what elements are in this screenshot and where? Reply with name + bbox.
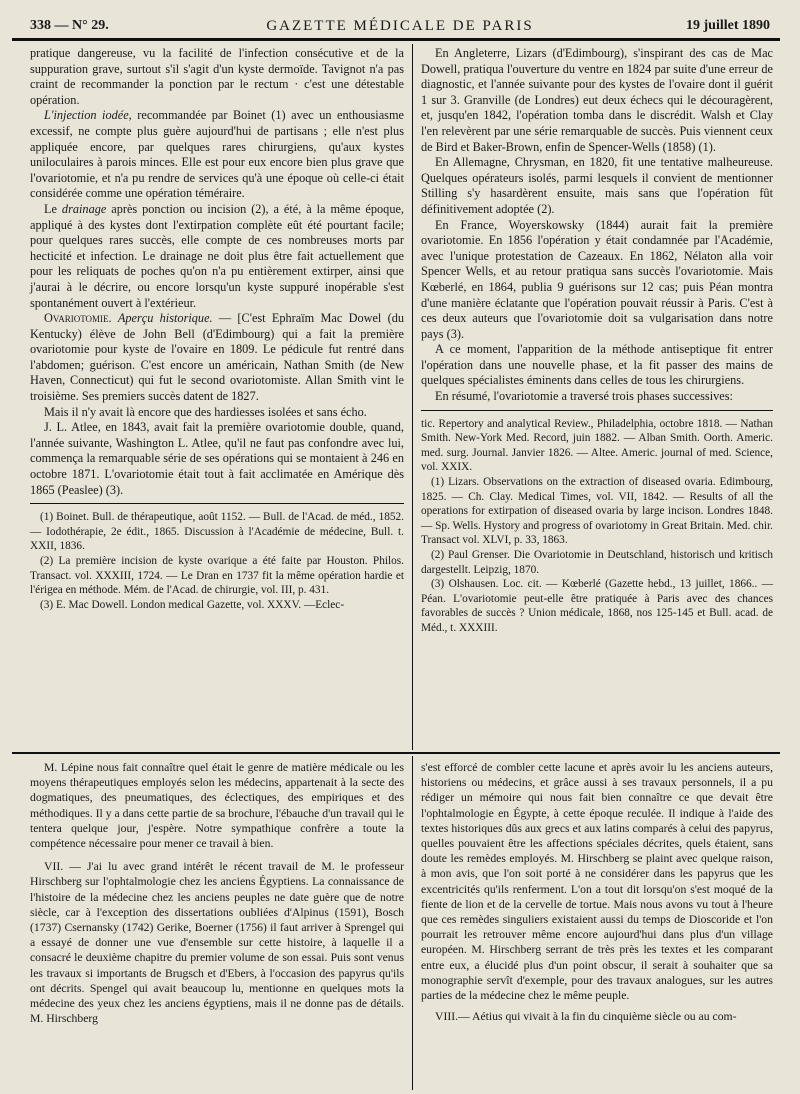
paragraph: pratique dangereuse, vu la facilité de l'infection consécutive et de la suppuration grave, surtout s'il s'agit d'un kyste dermoïde. Tavignot n'a pas craint de recommander la ponction par le rectum · c'est une détestable opération. bbox=[30, 46, 404, 107]
page-header bbox=[30, 12, 770, 40]
paragraph: Le drainage après ponction ou incision (2), a été, à la même époque, appliqué à des kystes dont l'extirpation complète eût été pourtant facile; pour quelques rares succès, elle compte de ces nombreuses morts par hecticité et infection. Le drainage ne doit plus être fait actuellement que pour les reliquats de poches qu'on n'a pu entièrement extirper, ainsi que j'aurai à le décrire, ou encore lorsqu'un kyste suppuré inopérable s'est spontanément ouvert à l'extérieur. bbox=[30, 201, 405, 310]
column-rule bbox=[412, 756, 413, 1090]
footnote: (1) Boinet. Bull. de thérapeutique, août 1152. — Bull. de l'Acad. de méd., 1852. — Iodothérapie, 2e édit., 1865. Discussion à l'Académie de médecine, Bull. t. XXII, 1836. bbox=[30, 511, 404, 553]
footnote: (3) Olshausen. Loc. cit. — Kœberlé (Gazette hebd., 13 juillet, 1866.. — Péan. L'ovariotomie peut-elle être pratiquée à Paris avec des chances favorables de succès ? Union médicale, 1868, nos 125-145 et Bull. acad. de Méd., t. XXXIII. bbox=[421, 578, 773, 634]
footnotes bbox=[421, 417, 773, 636]
paragraph: VIII.— Aétius qui vivait à la fin du cinquième siècle ou au com- bbox=[435, 1010, 737, 1024]
paragraph: Mais il n'y avait là encore que des hardiesses isolées et sans écho. bbox=[44, 404, 367, 419]
paragraph: En France, Woyerskowsky (1844) aurait fait la première ovariotomie. En 1856 l'opération y était condamnée par l'Académie, avec l'unique protestation de Cazeaux. En 1862, Nélaton alla voir Spencer Wells, et au retour pratiqua sans succès l'ovariotomie. Mais Kœberlé, en 1864, publia 9 guérisons sur 12 cas; puis Péan montra d'une manière éclatante que l'opération pouvait réussir à Paris. C'est à ces deux auteurs que l'ovariotomie doit sa vulgarisation dans notre pays (3). bbox=[421, 217, 773, 341]
paragraph: En Angleterre, Lizars (d'Edimbourg), s'inspirant des cas de Mac Dowell, pratiqua l'ouverture du ventre en 1824 par suite d'une erreur de diagnostic, et l'année suivante pour des kystes de l'ovaire dont il guérit 1 sur 3. Granville (de Londres) eut deux échecs qui le découragèrent, et, jusqu'en 1842, l'opération tomba dans le discrédit. Walsh et Clay l'en relevèrent par une série remarquable de succès. Puis viennent ceux de Bird et Baker-Brown, enfin de Spencer-Wells (1858) (1). bbox=[421, 46, 773, 154]
page-number: 338 — N° 29. bbox=[30, 18, 109, 33]
bottom-right-column bbox=[421, 760, 773, 1024]
bottom-left-column bbox=[30, 760, 404, 1026]
journal-title: GAZETTE MÉDICALE DE PARIS bbox=[266, 18, 534, 34]
paragraph: L'injection iodée, recommandée par Boinet (1) avec un enthousiasme excessif, ne compte plus guère aujourd'hui de partisans ; elle n'est plus appliquée encore, par quelques rares chirurgiens, qu'aux kystes uniloculaires à parois minces. Elle est pour eux encore bien plus grave que l'ovariotomie, et n'a pu rendre de services qu'à une époque où celle-ci était considérée comme une opération téméraire. bbox=[30, 108, 404, 201]
inline-heading: L'injection iodée, bbox=[44, 108, 132, 123]
paragraph: En résumé, l'ovariotomie a traversé trois phases successives: bbox=[435, 389, 733, 404]
header-rule bbox=[12, 38, 780, 41]
paragraph: M. Lépine nous fait connaître quel était le genre de matière médicale ou les moyens thérapeutiques employés selon les médecins, appartenait à la secte des dogmatiques, des pneumatiques, des éclectiques, des empiriques et des méthodiques. Il y a dans cette partie de sa brochure, l'ébauche d'un travail qui le tentera quelque jour, j'espère. Notre sympathique confrère a toute la compétence nécessaire pour mener ce travail à bien. bbox=[30, 761, 404, 851]
footnote: (2) Paul Grenser. Die Ovariotomie in Deutschland, historisch und kritisch dargestellt. Leipzig, 1870. bbox=[421, 549, 773, 576]
inline-heading: drainage bbox=[61, 201, 107, 216]
paragraph: A ce moment, l'apparition de la méthode antiseptique fit entrer l'opération dans une nouvelle phase, et la fit passer des mains de quelques spécialistes éminents dans celles de tous les chirurgiens. bbox=[421, 342, 773, 388]
paragraph: Ovariotomie. Aperçu historique. — [C'est Ephraïm Mac Dowel (du Kentucky) élève de John Bell (d'Edimbourg) qui a fait la première ovariotomie pour kyste de l'ovaire en 1809. Le pédicule fut rentré dans l'abdomen; guérison. C'est encore un américain, Nathan Smith (de New Haven, Connecticut) qui fut le second ovariotomiste. Allan Smith vint le troisième. Ses premiers succès datent de 1827. bbox=[30, 311, 405, 404]
section-heading: Ovariotomie. bbox=[44, 311, 112, 326]
footnote: (1) Lizars. Observations on the extraction of diseased ovaria. Edimbourg, 1825. — Ch. Clay. Medical Times, vol. VII, 1842. — Results of all the operations for extirpation of diseased ovaria by large incison. Londres 1848. — Sp. Wells. Hystory and progress of ovariotomy in Great Britain. Med. chir. Transact vol. XLVI, p. 33, 1863. bbox=[421, 476, 773, 547]
top-right-column bbox=[421, 46, 773, 636]
footnote-rule bbox=[421, 410, 773, 411]
paragraph: J. L. Atlee, en 1843, avait fait la première ovariotomie double, quand, l'année suivante, Washington L. Atlee, qu'il ne faut pas confondre avec lui, commença la remarquable série de ses opérations qui se montaient à 246 en octobre 1871. L'ovariotomie était tout à fait acclimatée en Amérique dès 1865 (Peaslee) (3). bbox=[30, 420, 404, 497]
footnote-rule bbox=[30, 503, 404, 504]
footnote: (3) E. Mac Dowell. London medical Gazette, vol. XXXV. —Eclec- bbox=[40, 598, 345, 611]
column-rule bbox=[412, 44, 413, 750]
footnote: tic. Repertory and analytical Review., Philadelphia, octobre 1818. — Nathan Smith. New-York Med. Record, juin 1882. — Alban Smith. Oorth. Americ. med. surg. Journal. Janvier 1826. — Altee. Americ. journal of med. Science, vol. XXIX. bbox=[421, 417, 773, 474]
section-rule bbox=[12, 752, 780, 754]
paragraph: En Allemagne, Chrysman, en 1820, fit une tentative malheureuse. Quelques opérateurs isolés, parmi lesquels il convient de mentionner Stilling s'y hasardèrent ensuite, mais sans que l'opération fût définitivement adoptée (2). bbox=[421, 155, 773, 216]
issue-date: 19 juillet 1890 bbox=[686, 18, 770, 33]
section-subheading: Aperçu historique. bbox=[117, 311, 213, 326]
footnote: (2) La première incision de kyste ovarique a été faite par Houston. Philos. Transact. vol. XXXIII, 1724. — Le Dran en 1737 fit la même opération hardie et l'érigea en méthode. Mém. de l'Acad. de chirurgie, vol. III, p. 431. bbox=[30, 555, 404, 597]
top-left-column bbox=[30, 46, 404, 612]
paragraph: s'est efforcé de combler cette lacune et après avoir lu les anciens auteurs, historiens ou médecins, et grâce aussi à ses travaux personnels, il a pu rédiger un mémoire qui nous fait bien connaître ce que devait être l'ophtalmologie en Égypte, à cette époque reculée. Il indique à l'aide des textes historiques dûs aux grecs et aux latins comparés à celui des papyrus, quelles pouvaient être les affections spéciales décrites, quels étaient, sans doute les remèdes employés. M. Hirschberg se plaint avec quelque raison, à mon avis, que l'on soit porté à ne considérer dans les papyrus que les excentricités qu'ils renferment. L'on a tout dit lorsqu'on s'est moqué de la fiente de lion et de la cervelle de tortue. Mais nous avons vu tout à l'heure que ces remèdes singuliers existaient aussi du temps de Dioscoride et l'on pourrait les retrouver même encore aujourd'hui dans plus d'un village européen. M. Hirschberg serrant de très près les textes et les comparant entre eux, a élucidé plus d'un point obscur, il serait à souhaiter que sa monographie servît d'exemple, pour des travaux analogues, sur les autres parties de la médecine chez le même peuple. bbox=[421, 761, 773, 1003]
paragraph: VII. — J'ai lu avec grand intérêt le récent travail de M. le professeur Hirschberg sur l'ophtalmologie chez les anciens Égyptiens. La connaissance de l'histoire de la médecine chez les anciens peuples ne date guère que de notre siècle, car à l'exception des dissertations oubliées d'Alpinus (1591), Bosch (1737) Csernansky (1742) Gerike, Boerner (1756) il faut arriver à Sprengel qui a essayé de donner une vue d'ensemble sur cette histoire, à laquelle il a consacré le deuxième chapitre du premier volume de son essai. Puis sont venus les travaux si importants de Brugsch et d'Ebers, à l'occasion des papyrus qu'ils ont décrits. Spengel qui avait beaucoup lu, mentionne en quelques mots la médecine des yeux chez les anciens égyptiens, mais il ne donne pas de détails. M. Hirschberg bbox=[30, 860, 404, 1026]
footnotes bbox=[30, 510, 404, 612]
